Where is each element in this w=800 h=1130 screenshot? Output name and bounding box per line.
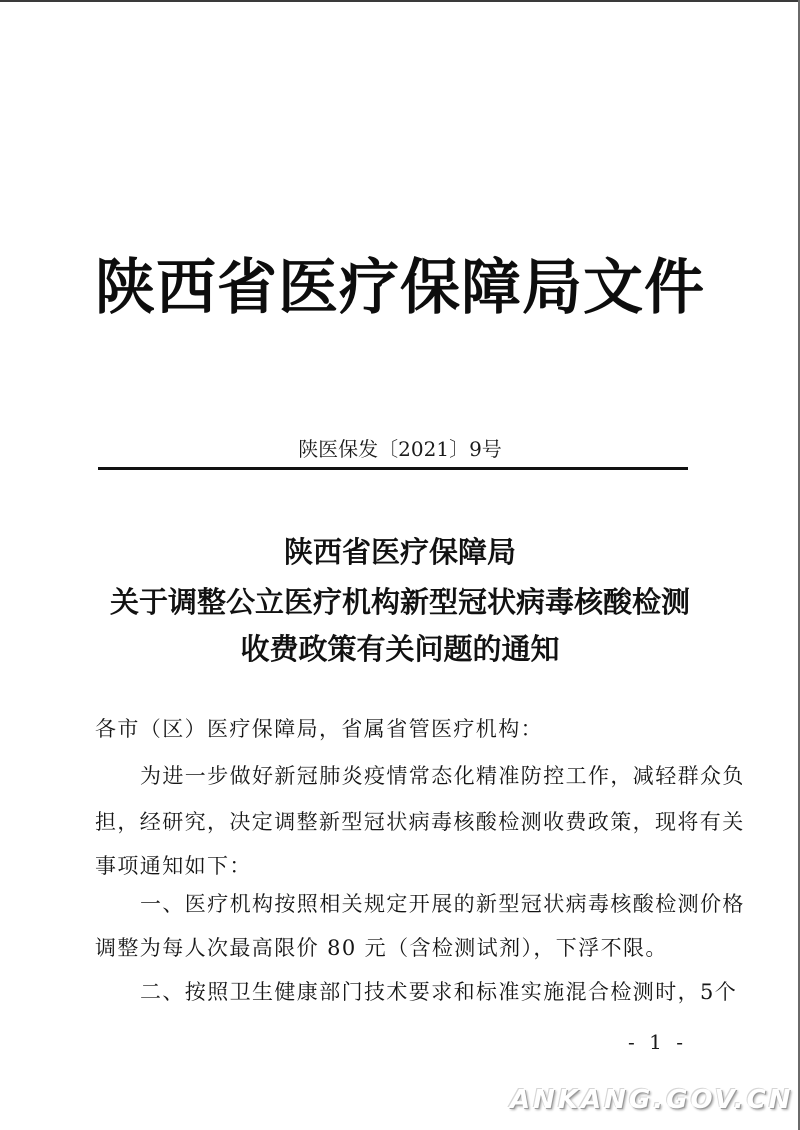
paragraph-1-line-1: 为进一步做好新冠肺炎疫情常态化精准防控工作，减轻群众负 <box>140 764 745 788</box>
item-1-line-1: 一、医疗机构按照相关规定开展的新型冠状病毒核酸检测价格 <box>140 892 745 916</box>
header-divider-rule <box>98 467 688 470</box>
salutation: 各市（区）医疗保障局，省属省管医疗机构： <box>95 717 543 741</box>
document-header-title: 陕西省医疗保障局文件 <box>95 253 705 323</box>
notice-title-line-1: 陕西省医疗保障局 <box>283 535 516 569</box>
scan-edge-top <box>0 0 800 2</box>
notice-title-line-2: 关于调整公立医疗机构新型冠状病毒核酸检测 <box>109 585 690 619</box>
watermark-text: ANKANG.GOV.CN <box>510 1085 794 1115</box>
item-2-line-1: 二、按照卫生健康部门技术要求和标准实施混合检测时，5个 <box>140 980 738 1004</box>
item-1-line-2: 调整为每人次最高限价 80 元（含检测试剂），下浮不限。 <box>95 936 668 960</box>
paragraph-1-line-2: 担，经研究，决定调整新型冠状病毒核酸检测收费政策，现将有关 <box>95 810 745 834</box>
page-number: - 1 - <box>628 1030 687 1054</box>
document-number: 陕医保发〔2021〕9号 <box>298 437 502 461</box>
notice-title-line-3: 收费政策有关问题的通知 <box>240 632 560 666</box>
paragraph-1-line-3: 事项通知如下： <box>95 854 252 878</box>
